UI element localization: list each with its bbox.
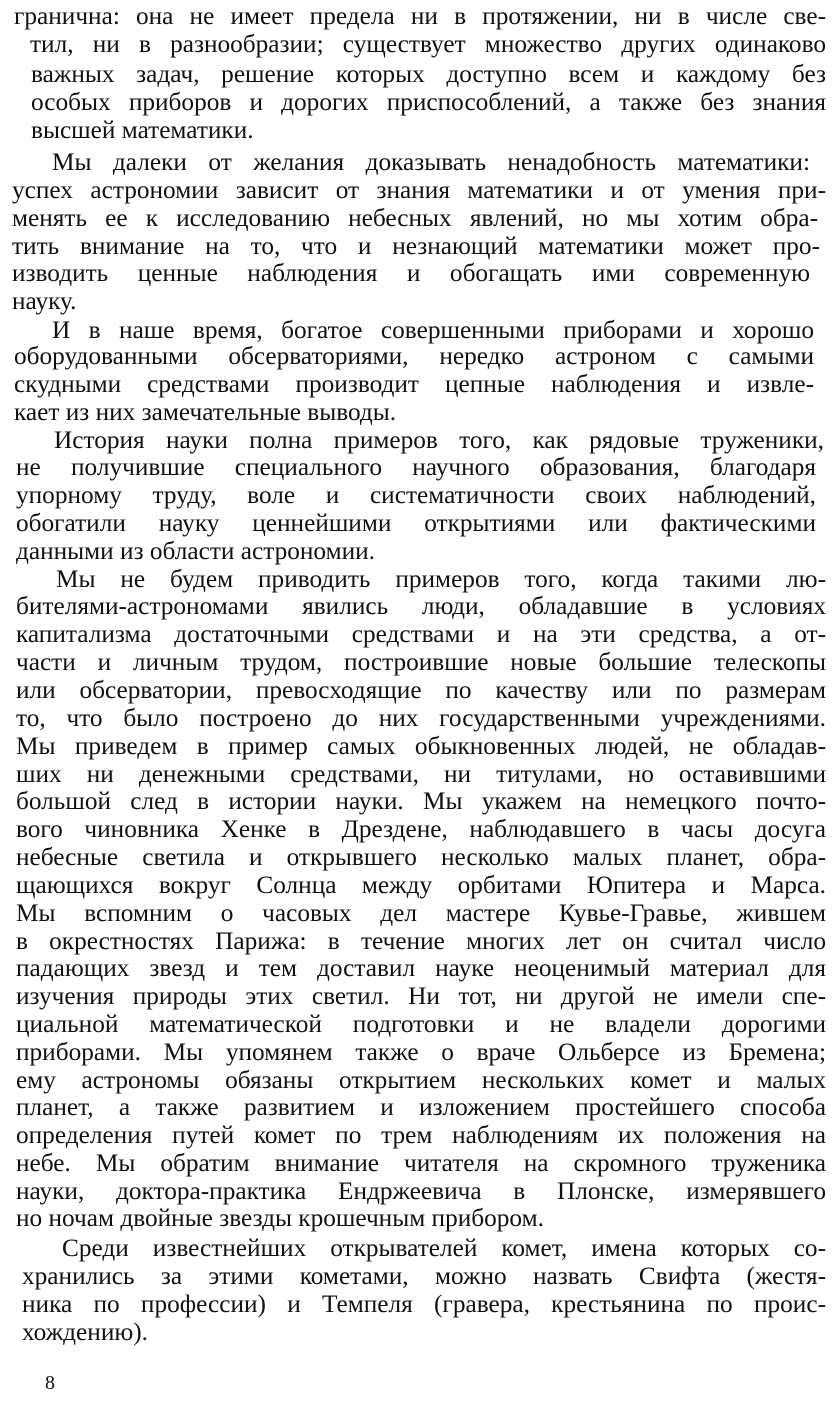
text-line: или обсерватории, превосходящие по качеству или по размерам <box>16 676 826 704</box>
text-line: Мы приведем в пример самых обыкновенных людей, не обладав- <box>16 732 826 760</box>
text-line: данными из области астрономии. <box>16 537 376 565</box>
text-line: И в наше время, богатое совершенными приборами и хорошо <box>52 316 814 344</box>
text-line: бителями-астрономами явились люди, обладавшие в условиях <box>16 592 826 620</box>
text-line: оборудованными обсерваториями, нередко астроном с самыми <box>14 342 814 370</box>
page-number: 8 <box>45 1372 55 1394</box>
text-line: вого чиновника Хенке в Дрездене, наблюдавшего в часы досуга <box>16 815 826 843</box>
text-line: циальной математической подготовки и не владели дорогими <box>16 1010 826 1038</box>
text-line: в окрестностях Парижа: в течение многих лет он считал число <box>16 927 826 955</box>
text-line: успех астрономии зависит от знания математики и от умения при- <box>12 176 826 204</box>
text-line: Мы далеки от желания доказывать ненадобность математики: <box>52 148 810 176</box>
text-line: но ночам двойные звезды крошечным прибором. <box>16 1204 544 1232</box>
text-line: капитализма достаточными средствами и на эти средства, а от- <box>16 620 826 648</box>
text-line: Мы вспомним о часовых дел мастере Кувье-Гравье, жившем <box>16 899 826 927</box>
text-line: кает из них замечательные выводы. <box>14 398 397 426</box>
text-line: хранились за этими кометами, можно назвать Свифта (жестя- <box>22 1262 826 1290</box>
text-line: тить внимание на то, что и незнающий математики может про- <box>12 232 820 260</box>
text-line: изводить ценные наблюдения и обогащать ими современную <box>12 259 810 287</box>
text-line: определения путей комет по трем наблюдениям их положения на <box>16 1121 826 1149</box>
text-line: важных задач, решение которых доступно всем и каждому без <box>31 60 826 88</box>
text-line: то, что было построено до них государственными учреждениями. <box>16 704 826 732</box>
text-line: тил, ни в разнообразии; существует множество других одинаково <box>30 30 826 58</box>
text-line: хождению). <box>22 1318 149 1346</box>
text-line: ему астрономы обязаны открытием нескольких комет и малых <box>16 1066 826 1094</box>
text-line: изучения природы этих светил. Ни тот, ни другой не имели спе- <box>16 982 826 1010</box>
text-line: не получившие специального научного образования, благодаря <box>16 453 816 481</box>
text-line: История науки полна примеров того, как рядовые труженики, <box>54 426 824 454</box>
text-line: скудными средствами производит цепные наблюдения и извле- <box>14 370 814 398</box>
text-line: Среди известнейших открывателей комет, имена которых со- <box>62 1234 826 1262</box>
text-line: Мы не будем приводить примеров того, когда такими лю- <box>56 565 826 593</box>
text-line: обогатили науку ценнейшими открытиями или фактическими <box>16 509 816 537</box>
text-line: науки, доктора-практика Ендржеевича в Плонске, измерявшего <box>16 1177 826 1205</box>
text-line: упорному труду, воле и систематичности своих наблюдений, <box>16 481 816 509</box>
text-line: менять ее к исследованию небесных явлений, но мы хотим обра- <box>12 204 818 232</box>
text-line: небе. Мы обратим внимание читателя на скромного труженика <box>16 1149 826 1177</box>
text-line: науку. <box>12 287 77 315</box>
text-line: падающих звезд и тем доставил науке неоценимый материал для <box>16 954 826 982</box>
text-line: приборами. Мы упомянем также о враче Ольберсе из Бремена; <box>16 1038 826 1066</box>
text-line: щающихся вокруг Солнца между орбитами Юпитера и Марса. <box>16 871 826 899</box>
text-line: ших ни денежными средствами, ни титулами, но оставившими <box>16 760 826 788</box>
text-line: гранична: она не имеет предела ни в протяжении, ни в числе све- <box>14 2 826 30</box>
text-line: высшей математики. <box>31 116 254 144</box>
text-line: большой след в истории науки. Мы укажем на немецкого почто- <box>16 787 826 815</box>
text-line: ника по профессии) и Темпеля (гравера, крестьянина по проис- <box>22 1290 826 1318</box>
text-line: части и личным трудом, построившие новые большие телескопы <box>16 648 826 676</box>
text-line: планет, а также развитием и изложением простейшего способа <box>16 1093 826 1121</box>
text-line: особых приборов и дорогих приспособлений, а также без знания <box>31 88 826 116</box>
text-line: небесные светила и открывшего несколько малых планет, обра- <box>16 843 826 871</box>
